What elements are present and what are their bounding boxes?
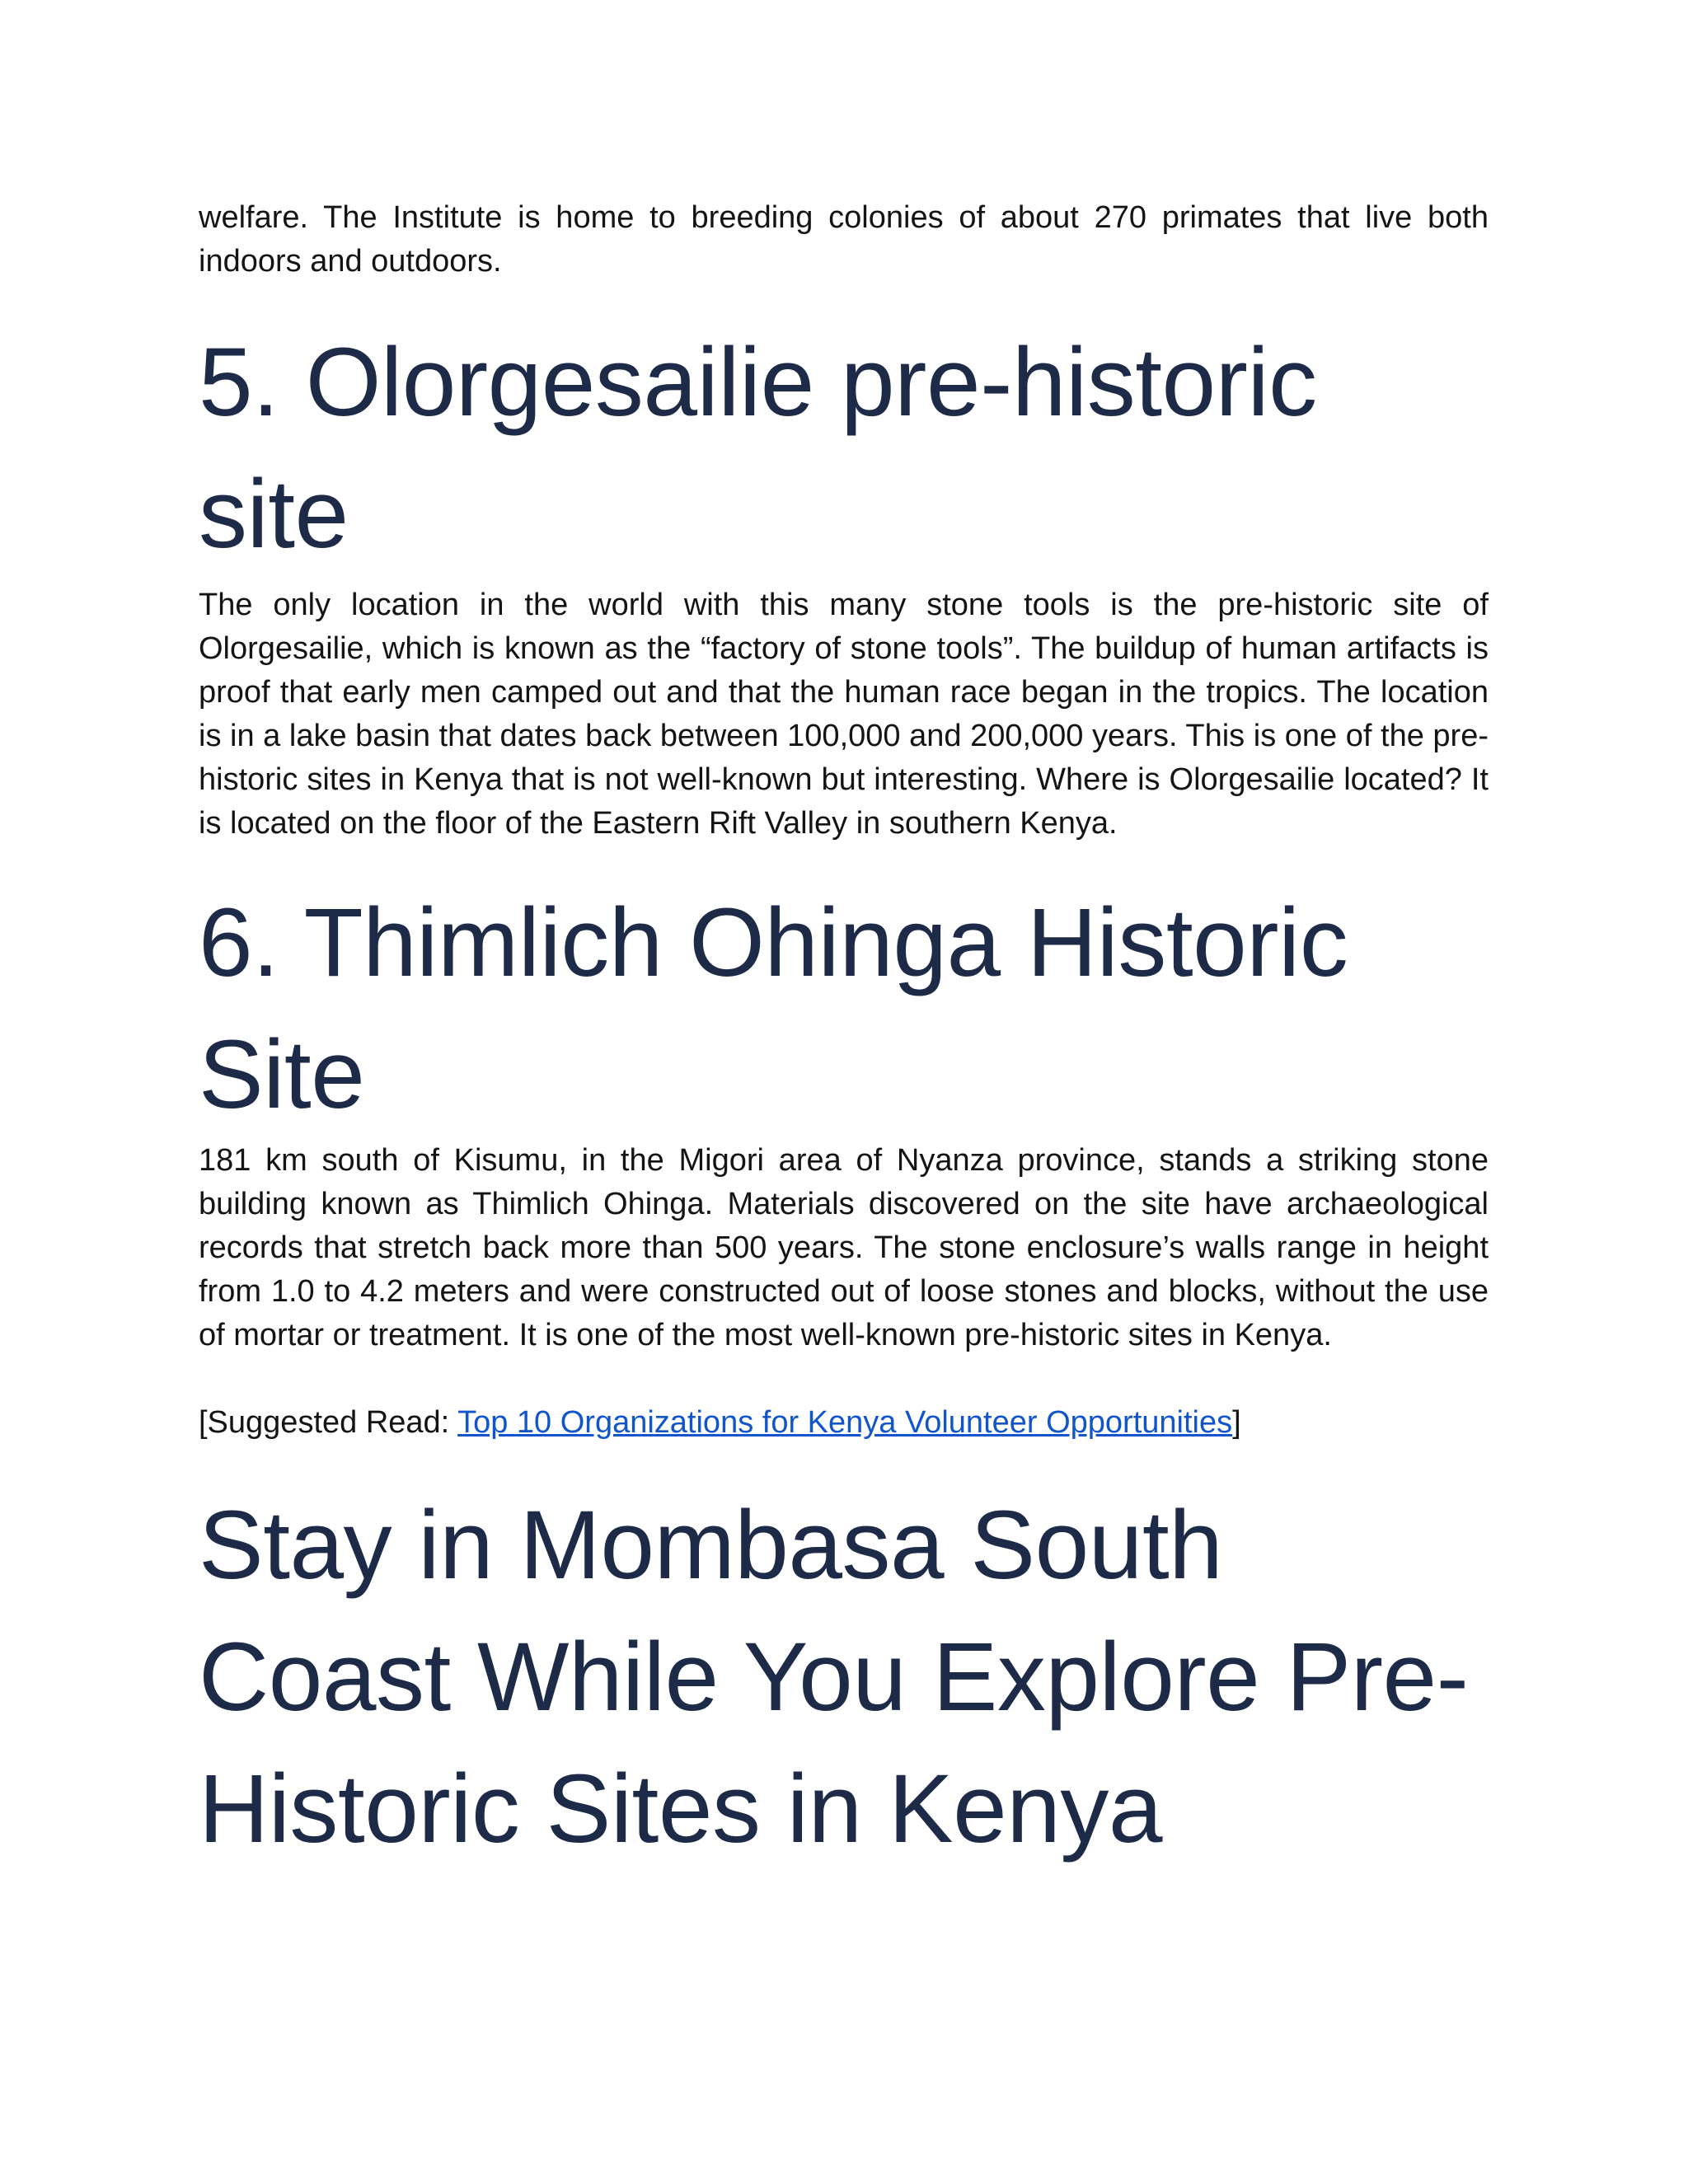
suggested-read: [199, 1401, 1489, 1445]
section-heading-thimlich-ohinga: 6. Thimlich Ohinga Historic Site: [199, 888, 1348, 1129]
document-page: [199, 196, 1489, 1875]
suggested-read-prefix: [Suggested Read:: [199, 1405, 458, 1440]
suggested-read-suffix: ]: [1232, 1405, 1241, 1440]
thimlich-ohinga-paragraph: 181 km south of Kisumu, in the Migori area of Nyanza province, stands a striking stone building known as Thimlich Ohinga. Materials discovered on the site have archaeological records that stretch back more than 500 years. The stone enclosure’s walls range in height from 1.0 to 4.2 meters and were constructed out of loose stones and blocks, without the use of mortar or treatment. It is one of the most well-known pre-historic sites in Kenya.: [199, 1143, 1489, 1352]
olorgesailie-paragraph: The only location in the world with this many stone tools is the pre-historic site of Olorgesailie, which is known as the “factory of stone tools”. The buildup of human artifacts is proof that early men camped out and that the human race began in the tropics. The location is in a lake basin that dates back between 100,000 and 200,000 years. This is one of the pre-historic sites in Kenya that is not well-known but interesting. Where is Olorgesailie located? It is located on the floor of the Eastern Rift Valley in southern Kenya.: [199, 588, 1489, 841]
section-heading-olorgesailie: 5. Olorgesailie pre-historic site: [199, 328, 1317, 569]
intro-paragraph: welfare. The Institute is home to breeding colonies of about 270 primates that live both indoors and outdoors.: [199, 200, 1489, 279]
closing-heading: Stay in Mombasa South Coast While You Explore Pre-Historic Sites in Kenya: [199, 1491, 1469, 1863]
suggested-read-link[interactable]: Top 10 Organizations for Kenya Volunteer Opportunities: [457, 1405, 1233, 1440]
